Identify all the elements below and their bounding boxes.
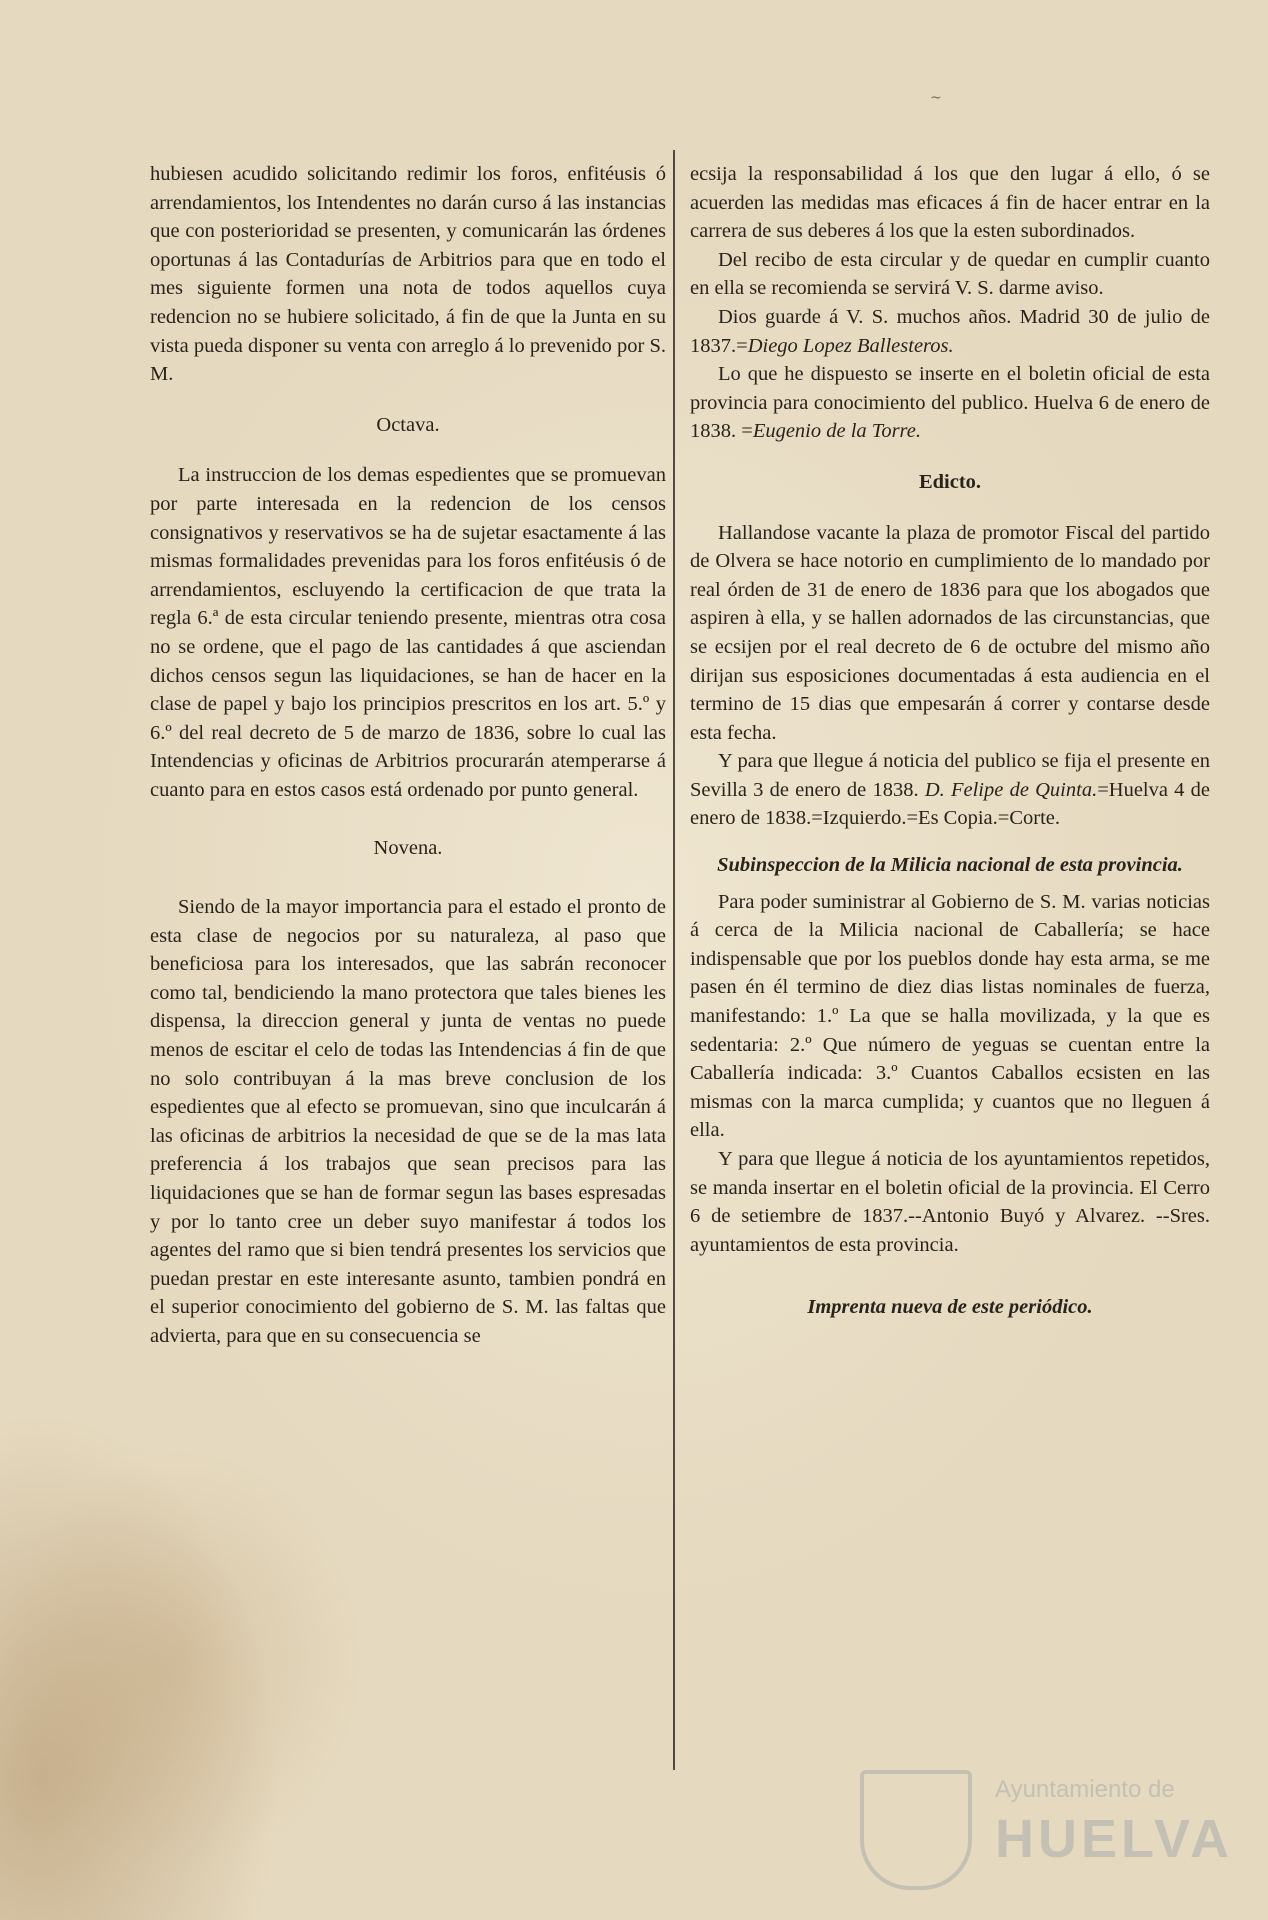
paragraph: Siendo de la mayor importancia para el estado el pronto de esta clase de negocios por su naturaleza, al paso que beneficiosa para los interesados, que las sabrán reconocer como tal, bendiciendo la mano protectora que tales bienes les dispensa, la direccion general y junta de ventas no puede menos de escitar el celo de todas las Intendencias á fin de que no solo contribuyan á la mas breve conclusion de los espedientes que al efecto se promuevan, sino que inculcarán á las oficinas de arbitrios la necesidad de que se de la mas lata preferencia á los trabajos que sean precisos para las liquidaciones que se han de formar segun las bases espresadas y por lo tanto cree un deber suyo manifestar á todos los agentes del ramo que si bien tendrá presentes los servicios que puedan prestar en este interesante asunto, tambien pondrá en el superior conocimiento del gobierno de S. M. las faltas que advierta, para que en su consecuencia se: [150, 896, 666, 1347]
section-heading-edicto: Edicto.: [918, 470, 982, 493]
watermark: [860, 1770, 1240, 1890]
signature: Diego Lopez Ballesteros.: [747, 334, 954, 357]
signature: D. Felipe de Quinta.: [924, 778, 1098, 801]
paragraph: La instruccion de los demas espedientes que se promuevan por parte interesada en la redencion de los censos consignativos y reservativos se ha de sujetar esactamente á las mismas formalidades prevenidas para los foros enfitéusis ó de arrendamientos, escluyendo la certificacion de que trata la regla 6.ª de esta circular teniendo presente, mientras otra cosa no se ordene, que el pago de las cantidades á que asciendan dichos censos segun las liquidaciones, se han de hacer en la clase de papel y bajo los principios prescritos en los art. 5.º y 6.º del real decreto de 5 de marzo de 1836, sobre lo cual las Intendencias y oficinas de Arbitrios procurarán atemperarse á cuanto para en estos casos está ordenado por punto general.: [150, 464, 666, 801]
paragraph: Para poder suministrar al Gobierno de S. M. varias noticias á cerca de la Milicia nacional de Caballería; se hace indispensable que por los pueblos donde hay esta arma, se me pasen én él termino de diez dias listas nominales de fuerza, manifestando: 1.º La que se halla movilizada, y la que es sedentaria: 2.º Que número de yeguas se cuentan entre la Caballería indicada: 3.º Cuantos Caballos ecsisten en las mismas con la marca cumplida; y cuantos que no lleguen á ella.: [690, 890, 1210, 1142]
section-heading-octava: Octava.: [376, 413, 440, 436]
paragraph: [690, 360, 1210, 446]
coat-of-arms-icon: [860, 1770, 972, 1890]
paragraph-text: Lo que he dispuesto se inserte en el boletin oficial de esta provincia para conocimiento del publico. Huelva 6 de enero de 1838. =: [690, 363, 1210, 443]
watermark-line1: Ayuntamiento de: [995, 1776, 1175, 1803]
right-column: [690, 160, 1210, 1342]
signature: Eugenio de la Torre.: [752, 420, 921, 443]
paragraph-text: Dios guarde á V. S. muchos años. Madrid 30 de julio de 1837.=: [690, 305, 1210, 357]
paragraph: Hallandose vacante la plaza de promotor Fiscal del partido de Olvera se hace notorio en cumplimiento de lo mandado por real órden de 31 de enero de 1836 para que los abogados que aspiren à ella, y se hallen adornados de las circunstancias, que se ecsijen por el real decreto de 6 de octubre del mismo año dirijan sus esposiciones documentadas á esta audiencia en el termino de 15 dias que empesarán á correr y contarse desde esta fecha.: [690, 521, 1210, 744]
section-heading-novena: Novena.: [373, 837, 443, 860]
paragraph-text: Y para que llegue á noticia del publico se fija el presente en Sevilla 3 de enero de 1838.: [690, 750, 1210, 801]
paragraph: Del recibo de esta circular y de quedar en cumplir cuanto en ella se recomienda se servirá V. S. darme aviso.: [690, 248, 1210, 300]
imprint-line: Imprenta nueva de este periódico.: [807, 1296, 1093, 1319]
paragraph: [690, 747, 1210, 833]
paragraph: [690, 303, 1210, 360]
column-divider: [673, 150, 675, 1770]
page-mark: ~: [930, 90, 942, 106]
watermark-line2: HUELVA: [995, 1809, 1233, 1869]
section-subheading: Subinspeccion de la Milicia nacional de esta provincia.: [717, 854, 1183, 877]
left-column: [150, 160, 666, 1351]
paragraph: hubiesen acudido solicitando redimir los foros, enfitéusis ó arrendamientos, los Intendentes no darán curso á las instancias que con posterioridad se presenten, y comunicarán las órdenes oportunas á las Contadurías de Arbitrios para que en todo el mes siguiente formen una nota de todos aquellos cuya redencion no se hubiere solicitado, á fin de que la Junta en su vista pueda disponer su venta con arreglo á lo prevenido por S. M.: [150, 163, 666, 386]
paragraph: Y para que llegue á noticia de los ayuntamientos repetidos, se manda insertar en el boletin oficial de la provincia. El Cerro 6 de setiembre de 1837.--Antonio Buyó y Alvarez. --Sres. ayuntamientos de esta provincia.: [690, 1148, 1210, 1256]
paragraph: ecsija la responsabilidad á los que den lugar á ello, ó se acuerden las medidas mas eficaces á fin de hacer entrar en la carrera de sus deberes á los que la esten subordinados.: [690, 163, 1210, 243]
paragraph-text: =Huelva 4 de enero de 1838.=Izquierdo.=Es Copia.=Corte.: [690, 778, 1210, 830]
